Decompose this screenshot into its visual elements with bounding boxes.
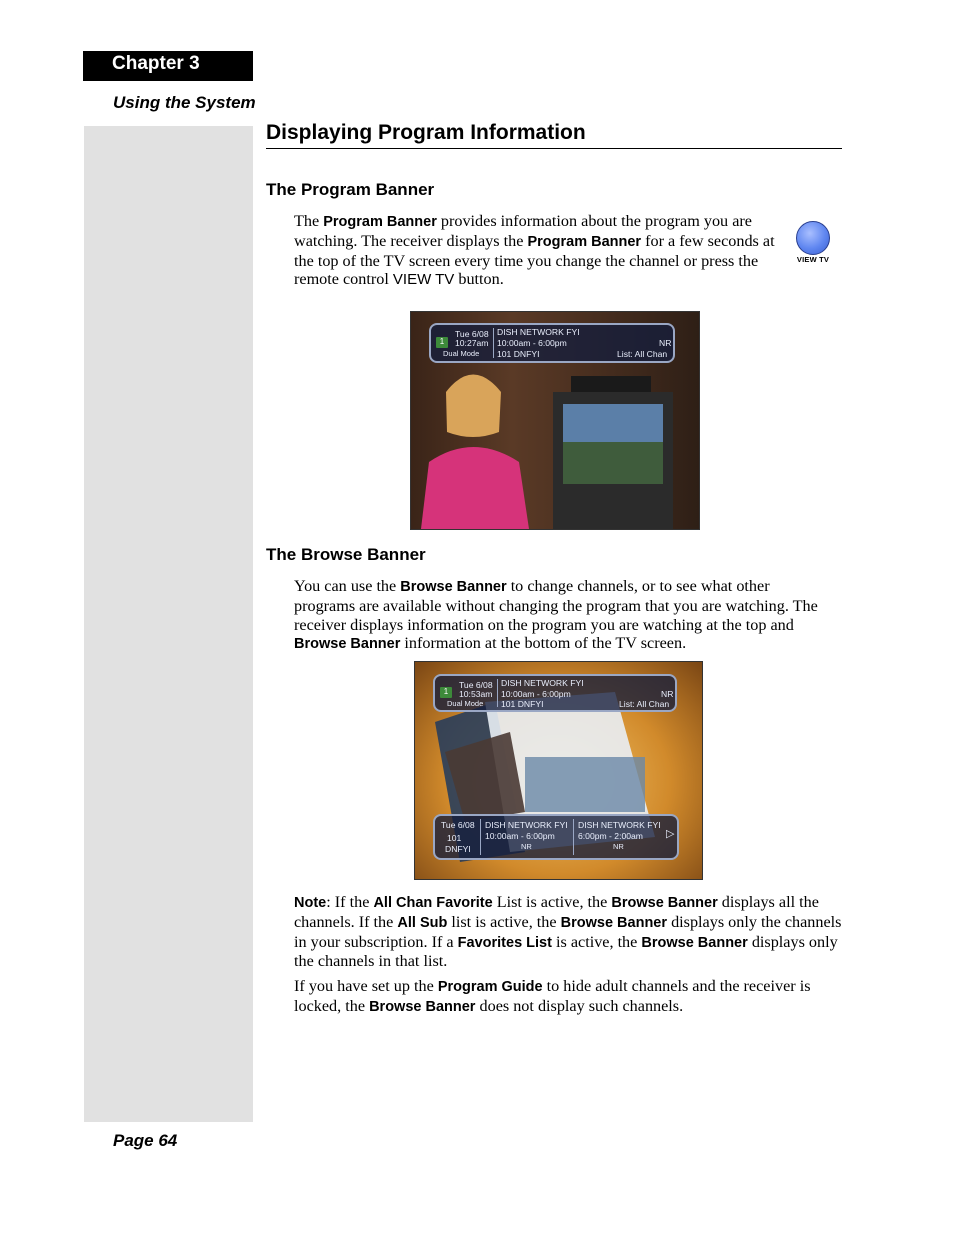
page-title: Displaying Program Information	[266, 119, 842, 149]
banner-channel: 101 DNFYI	[497, 349, 540, 359]
browse-divider	[480, 819, 481, 855]
program-banner-heading: The Program Banner	[266, 180, 435, 199]
banner-list: List: All Chan	[619, 699, 670, 709]
banner-list: List: All Chan	[617, 349, 668, 359]
banner-program: DISH NETWORK FYI	[497, 327, 580, 337]
side-margin-bar	[84, 126, 253, 1122]
browse-banner-heading: The Browse Banner	[266, 545, 426, 564]
banner-divider	[497, 679, 498, 707]
chapter-label: Chapter 3	[112, 53, 200, 74]
browse-bottom-banner	[433, 814, 679, 860]
view-tv-button-icon	[792, 221, 836, 267]
banner-channel: 101 DNFYI	[501, 699, 544, 709]
program-banner-paragraph: The Program Banner provides information about the program you are watching. The receiver displays the Program Banner for a few seconds at the top of the TV screen every time you change the channel or press the remote control VIEW TV button.	[294, 212, 775, 289]
banner-rating: NR	[659, 338, 672, 348]
chapter-tab	[83, 51, 253, 81]
browse-banner-paragraph: You can use the Browse Banner to change channels, or to see what other programs are available without changing the program that you are watching. The receiver displays information on the program you are watching at the top and Browse Banner information at the bottom of the TV screen.	[294, 577, 818, 653]
remote-button-icon	[796, 221, 830, 255]
banner-time: 10:27am	[455, 338, 489, 348]
banner-time: 10:53am	[459, 689, 493, 699]
browse-slot2-time: 6:00pm - 2:00am	[578, 831, 643, 841]
browse-next-arrow-icon: ▷	[666, 828, 675, 840]
browse-slot1-program: DISH NETWORK FYI	[485, 820, 568, 830]
browse-top-banner	[433, 674, 677, 712]
note-paragraph: Note: If the All Chan Favorite List is active, the Browse Banner displays all the channels. If the All Sub list is active, the Browse Banner displays only the channels in your subscription. If a Favorites List is active, the Browse Banner displays only the channels in that list.	[294, 893, 842, 971]
banner-program: DISH NETWORK FYI	[501, 678, 584, 688]
banner-date: Tue 6/08	[455, 329, 489, 339]
banner-timeslot: 10:00am - 6:00pm	[497, 338, 567, 348]
channel-badge: 1	[440, 687, 452, 698]
banner-timeslot: 10:00am - 6:00pm	[501, 689, 571, 699]
banner-rating: NR	[661, 689, 674, 699]
browse-slot1-rating: NR	[521, 842, 532, 851]
program-guide-paragraph: If you have set up the Program Guide to hide adult channels and the receiver is locked, the Browse Banner does not display such channels.	[294, 977, 811, 1015]
section-name: Using the System	[113, 93, 256, 112]
banner-mode: Dual Mode	[447, 699, 484, 708]
banner-divider	[493, 328, 494, 358]
browse-slot2-program: DISH NETWORK FYI	[578, 820, 661, 830]
browse-banner-screenshot	[414, 661, 703, 880]
browse-channel-number: 101	[447, 833, 462, 843]
banner-mode: Dual Mode	[443, 349, 480, 358]
channel-badge: 1	[436, 337, 448, 348]
view-tv-label: VIEW TV	[796, 255, 830, 264]
program-banner-overlay	[429, 323, 675, 363]
browse-date: Tue 6/08	[441, 820, 475, 830]
program-banner-screenshot	[410, 311, 700, 530]
browse-slot2-rating: NR	[613, 842, 624, 851]
banner-date: Tue 6/08	[459, 680, 493, 690]
browse-slot1-time: 10:00am - 6:00pm	[485, 831, 555, 841]
browse-divider	[573, 819, 574, 855]
browse-channel-name: DNFYI	[445, 844, 471, 854]
page-number: Page 64	[113, 1131, 178, 1150]
